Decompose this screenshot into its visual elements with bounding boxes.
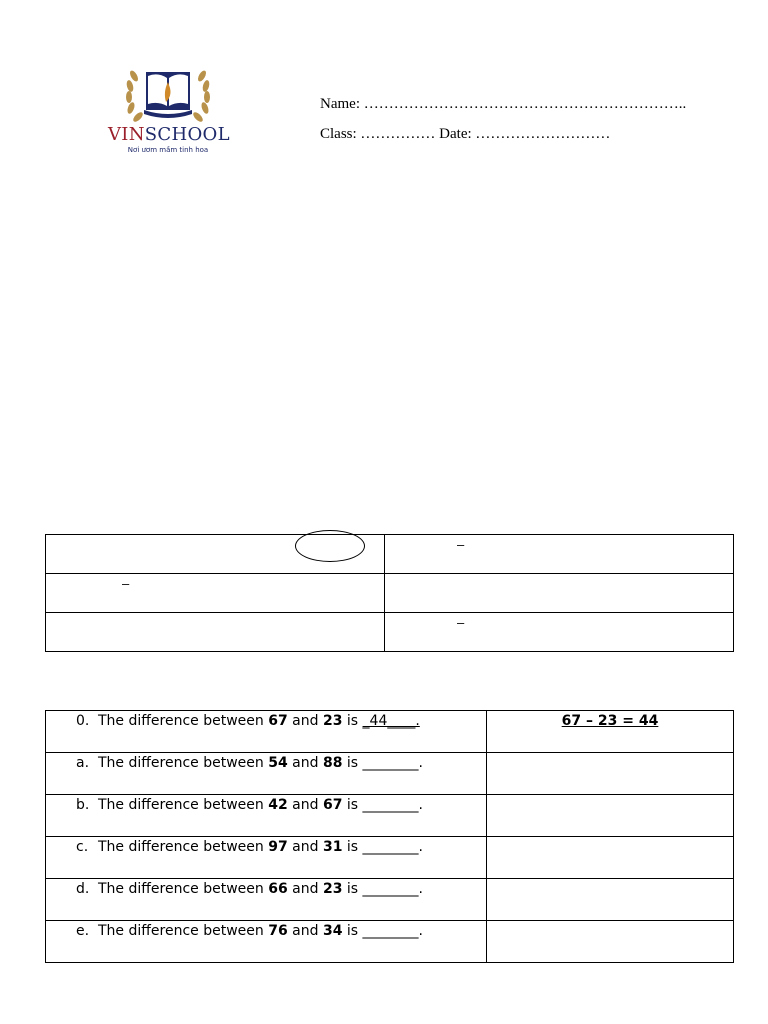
exercise-label: b.: [76, 797, 90, 813]
exercise-question: [46, 711, 487, 753]
exercise-row: [46, 879, 734, 921]
exercise-text: The difference between: [98, 881, 264, 897]
brand-tagline: Nơi ươm mầm tinh hoa: [127, 146, 209, 154]
answer-blank[interactable]: ________.: [362, 839, 423, 855]
is-word: is: [346, 797, 359, 813]
exercise-label: 0.: [76, 713, 90, 729]
working-cell[interactable]: [487, 711, 734, 753]
working-cell[interactable]: [487, 795, 734, 837]
minus-sign: –: [457, 537, 465, 552]
exercise-question: [46, 837, 487, 879]
name-line: Name: ………………………………………………………..: [320, 96, 687, 112]
exercise-question: [46, 795, 487, 837]
exercise-text: The difference between: [98, 839, 264, 855]
is-word: is: [346, 881, 359, 897]
table-cell: [385, 574, 734, 613]
exercise-row: [46, 711, 734, 753]
second-number: 88: [322, 755, 343, 771]
is-word: is: [346, 755, 359, 771]
table-cell: [385, 613, 734, 652]
table-cell: [46, 535, 385, 574]
exercise-question: [46, 753, 487, 795]
exercise-row: [46, 753, 734, 795]
working-cell[interactable]: [487, 753, 734, 795]
exercise-label: a.: [76, 755, 90, 771]
brand-prefix: VIN: [108, 124, 145, 145]
second-number: 23: [322, 881, 343, 897]
first-number: 76: [268, 923, 288, 939]
is-word: is: [346, 923, 359, 939]
table-row: [46, 613, 734, 652]
answer-blank[interactable]: _44____.: [362, 713, 420, 729]
exercise-row: [46, 795, 734, 837]
laurel-book-icon: [108, 58, 228, 128]
answer-blank[interactable]: ________.: [362, 797, 423, 813]
exercise-label: e.: [76, 923, 90, 939]
minus-sign: –: [122, 576, 130, 591]
working-cell[interactable]: [487, 879, 734, 921]
is-word: is: [346, 713, 359, 729]
exercise-row: [46, 837, 734, 879]
working-answer: 67 – 23 = 44: [561, 713, 659, 729]
difference-exercise-table: [45, 710, 734, 963]
table-row: [46, 574, 734, 613]
answer-blank[interactable]: ________.: [362, 755, 423, 771]
and-word: and: [292, 839, 319, 855]
exercise-question: [46, 921, 487, 963]
is-word: is: [346, 839, 359, 855]
first-number: 97: [268, 839, 288, 855]
and-word: and: [292, 755, 319, 771]
and-word: and: [292, 923, 319, 939]
minus-sign: –: [457, 615, 465, 630]
exercise-row: [46, 921, 734, 963]
second-number: 34: [322, 923, 343, 939]
second-number: 31: [322, 839, 343, 855]
answer-blank[interactable]: ________.: [362, 881, 423, 897]
answer-blank[interactable]: ________.: [362, 923, 423, 939]
exercise-text: The difference between: [98, 923, 264, 939]
working-cell[interactable]: [487, 921, 734, 963]
first-number: 66: [268, 881, 288, 897]
exercise-label: d.: [76, 881, 90, 897]
exercise-text: The difference between: [98, 713, 264, 729]
first-number: 67: [268, 713, 288, 729]
and-word: and: [292, 797, 319, 813]
working-cell[interactable]: [487, 837, 734, 879]
exercise-text: The difference between: [98, 755, 264, 771]
second-number: 23: [322, 713, 343, 729]
and-word: and: [292, 713, 319, 729]
class-date-line: Class: …………… Date: ………………………: [320, 126, 611, 142]
second-number: 67: [322, 797, 343, 813]
table-cell: [385, 535, 734, 574]
brand-name: [108, 124, 228, 145]
exercise-text: The difference between: [98, 797, 264, 813]
table-cell: [46, 613, 385, 652]
answer-oval[interactable]: [295, 530, 365, 562]
brand-suffix: SCHOOL: [144, 124, 230, 145]
and-word: and: [292, 881, 319, 897]
comparison-table: [45, 534, 734, 652]
exercise-question: [46, 879, 487, 921]
exercise-label: c.: [76, 839, 89, 855]
first-number: 42: [268, 797, 288, 813]
table-cell: [46, 574, 385, 613]
first-number: 54: [268, 755, 288, 771]
table-row: [46, 535, 734, 574]
